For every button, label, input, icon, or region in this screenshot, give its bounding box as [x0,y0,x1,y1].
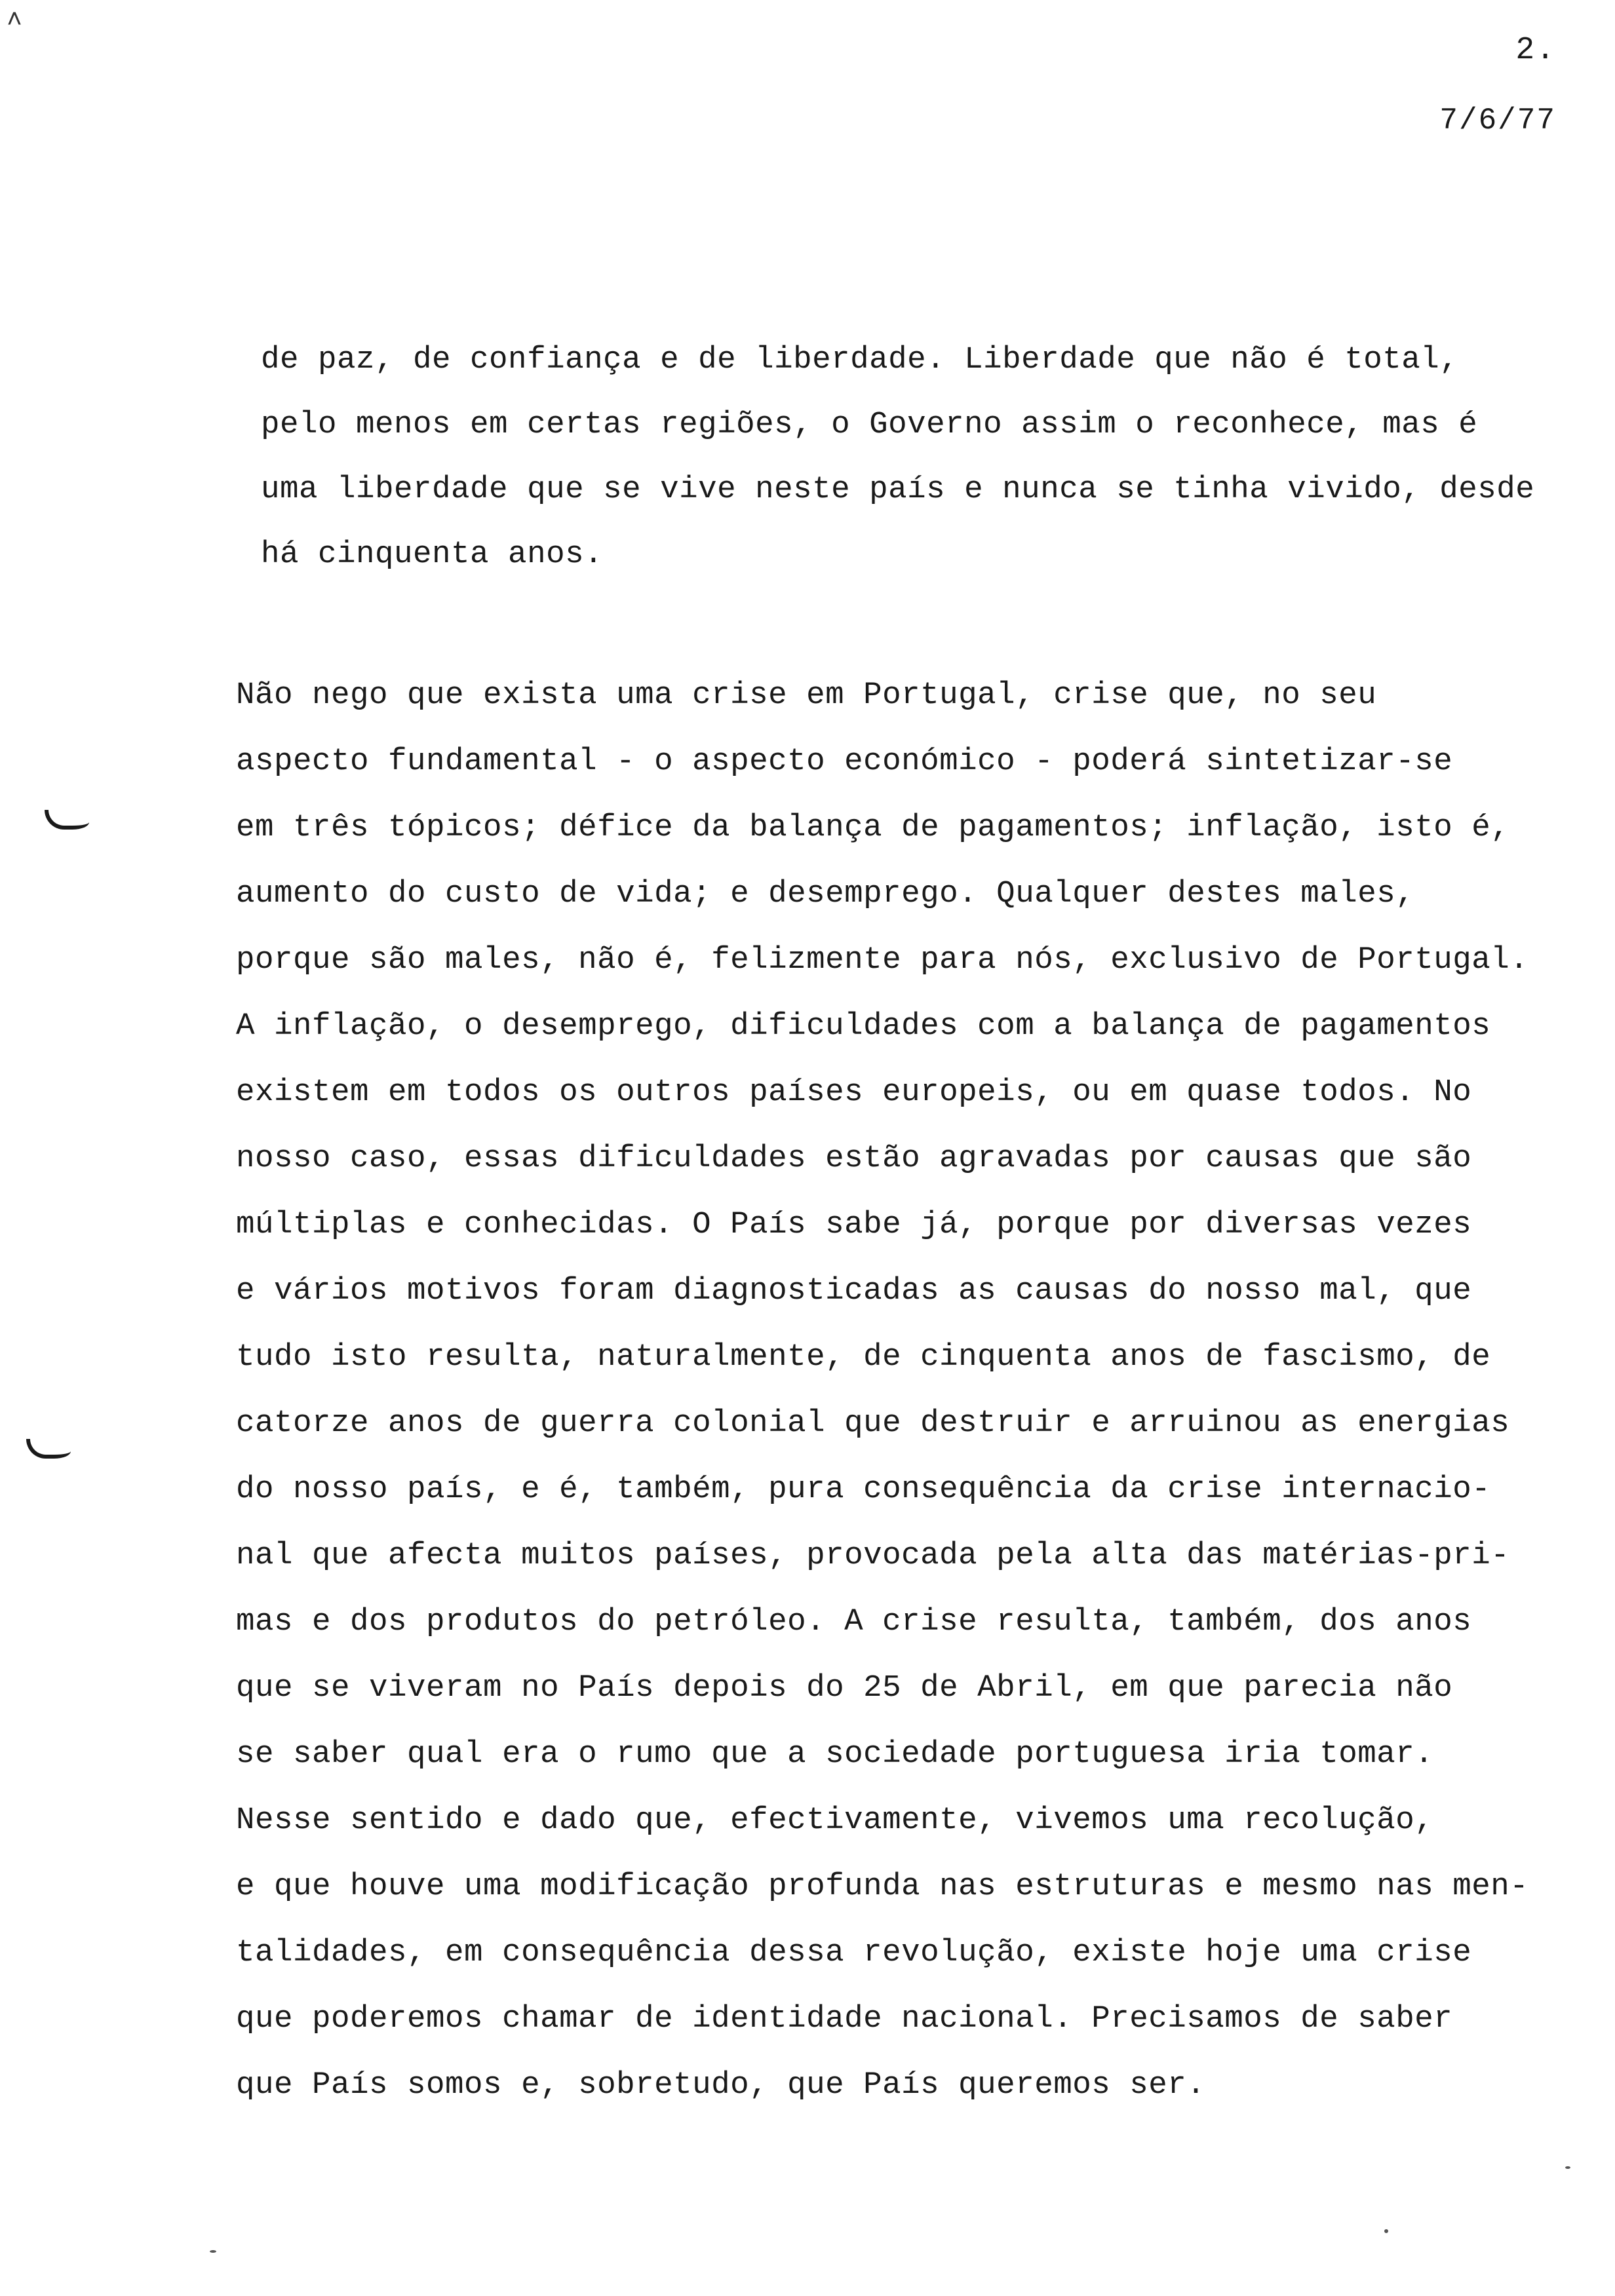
corner-pen-mark: ˄ [7,7,23,36]
margin-check-mark [26,1439,71,1459]
scan-speck [1565,2166,1570,2169]
page-number: 2. [1515,33,1556,68]
document-date: 7/6/77 [1439,104,1556,138]
scan-speck [210,2250,216,2253]
paragraph-continuation: de paz, de confiança e de liberdade. Liberdade que não é total, pelo menos em certas regiões, o Governo assim o reconhece, mas é uma liberdade que se vive neste país e nunca se tinha vivido, desde há cinquenta anos. [261,342,1535,572]
document-body [236,328,1573,2118]
scan-speck [1384,2229,1388,2233]
margin-check-mark [45,810,89,830]
paragraph-crisis: Não nego que exista uma crise em Portugal, crise que, no seu aspecto fundamental - o aspecto económico - poderá sintetizar-se em três tópicos; défice da balança de pagamentos; inflação, isto é, aumento do custo de vida; e desemprego. Qualquer destes males, porque são males, não é, felizmente para nós, exclusivo de Portugal. A inflação, o desemprego, dificuldades com a balança de pagamentos existem em todos os outros países europeis, ou em quase todos. No nosso caso, essas dificuldades estão agravadas por causas que são múltiplas e conhecidas. O País sabe já, porque por diversas vezes e vários motivos foram diagnosticadas as causas do nosso mal, que tudo isto resulta, naturalmente, de cinquenta anos de fascismo, de catorze anos de guerra colonial que destruir e arruinou as energias do nosso país, e é, também, pura consequência da crise internacio- nal que afecta muitos países, provocada pela alta das matérias-pri- mas e dos produtos do petróleo. A crise resulta, também, dos anos que se viveram no País depois do 25 de Abril, em que parecia não se saber qual era o rumo que a sociedade portuguesa iria tomar. Nesse sentido e dado que, efectivamente, vivemos uma recolução, e que houve uma modificação profunda nas estruturas e mesmo nas men- talidades, em consequência dessa revolução, existe hoje uma crise que poderemos chamar de identidade nacional. Precisamos de saber que País somos e, sobretudo, que País queremos ser. [236,678,1529,2103]
